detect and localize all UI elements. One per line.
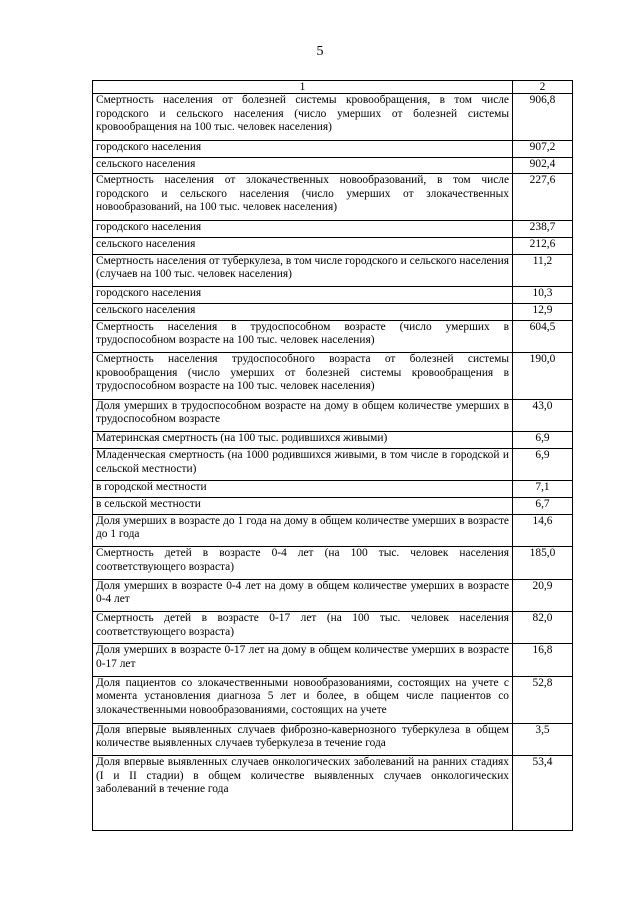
table-row	[93, 157, 573, 174]
table-row	[93, 353, 573, 400]
indicator-value: 82,0	[513, 612, 573, 644]
table-row	[93, 254, 573, 286]
indicator-name: сельского населения	[93, 157, 513, 174]
indicator-value: 190,0	[513, 353, 573, 400]
indicator-value: 16,8	[513, 644, 573, 676]
indicator-value: 14,6	[513, 514, 573, 546]
indicator-name: городского населения	[93, 287, 513, 304]
table-row	[93, 481, 573, 498]
indicator-value: 6,9	[513, 432, 573, 449]
indicator-name: Смертность населения в трудоспособном возрасте (число умерших в трудоспособном возрасте на 100 тыс. человек населения)	[93, 320, 513, 352]
indicator-name: городского населения	[93, 140, 513, 157]
indicator-value: 7,1	[513, 481, 573, 498]
table-row	[93, 399, 573, 431]
indicator-name: Доля умерших в возрасте 0-17 лет на дому в общем количестве умерших в возрасте 0-17 лет	[93, 644, 513, 676]
indicator-value: 3,5	[513, 723, 573, 755]
indicator-value: 907,2	[513, 140, 573, 157]
table-row	[93, 320, 573, 352]
indicator-value: 53,4	[513, 756, 573, 831]
indicator-value: 6,9	[513, 449, 573, 481]
indicator-value: 185,0	[513, 547, 573, 579]
table-row	[93, 94, 573, 141]
indicator-value: 212,6	[513, 238, 573, 255]
indicator-value: 11,2	[513, 254, 573, 286]
indicator-value: 6,7	[513, 498, 573, 515]
indicator-name: Младенческая смертность (на 1000 родившихся живыми, в том числе в городской и сельской местности)	[93, 449, 513, 481]
indicator-value: 12,9	[513, 303, 573, 320]
table-row	[93, 140, 573, 157]
table-header-row	[93, 81, 573, 94]
table-row	[93, 676, 573, 723]
indicator-name: сельского населения	[93, 238, 513, 255]
table-row	[93, 174, 573, 221]
indicator-value: 238,7	[513, 221, 573, 238]
table-row	[93, 644, 573, 676]
indicator-value: 52,8	[513, 676, 573, 723]
table-row	[93, 498, 573, 515]
indicator-name: сельского населения	[93, 303, 513, 320]
indicator-value: 43,0	[513, 399, 573, 431]
table-row	[93, 432, 573, 449]
indicator-name: Доля умерших в трудоспособном возрасте на дому в общем количестве умерших в трудоспособном возрасте	[93, 399, 513, 431]
indicator-value: 906,8	[513, 94, 573, 141]
table-row	[93, 303, 573, 320]
indicator-name: Смертность детей в возрасте 0-17 лет (на 100 тыс. человек населения соответствующего возраста)	[93, 612, 513, 644]
column-header-value: 2	[513, 81, 573, 94]
indicator-value: 10,3	[513, 287, 573, 304]
indicator-name: Смертность населения от туберкулеза, в том числе городского и сельского населения (случаев на 100 тыс. человек населения)	[93, 254, 513, 286]
table-row	[93, 612, 573, 644]
indicator-name: в сельской местности	[93, 498, 513, 515]
indicator-name: Доля умерших в возрасте до 1 года на дому в общем количестве умерших в возрасте до 1 года	[93, 514, 513, 546]
table-row	[93, 723, 573, 755]
indicator-name: Доля впервые выявленных случаев фиброзно-кавернозного туберкулеза в общем количестве выявленных случаев туберкулеза в течение года	[93, 723, 513, 755]
table-row	[93, 287, 573, 304]
indicator-name: Доля пациентов со злокачественными новообразованиями, состоящих на учете с момента установления диагноза 5 лет и более, в общем числе пациентов со злокачественными новообразованиями, состоящих на учете	[93, 676, 513, 723]
table-row	[93, 514, 573, 546]
indicator-name: в городской местности	[93, 481, 513, 498]
page-number: 5	[316, 44, 324, 59]
table-row	[93, 579, 573, 611]
table-row	[93, 756, 573, 831]
indicator-value: 902,4	[513, 157, 573, 174]
indicator-name: Смертность населения от болезней системы кровообращения, в том числе городского и сельского населения (число умерших от болезней системы кровообращения на 100 тыс. человек населения)	[93, 94, 513, 141]
indicator-name: Смертность населения от злокачественных новообразований, в том числе городского и сельского населения (число умерших от злокачественных новообразований, на 100 тыс. человек населения)	[93, 174, 513, 221]
table-row	[93, 449, 573, 481]
indicator-name: Смертность детей в возрасте 0-4 лет (на 100 тыс. человек населения соответствующего возраста)	[93, 547, 513, 579]
indicator-name: Доля впервые выявленных случаев онкологических заболеваний на ранних стадиях (I и II стадии) в общем количестве выявленных случаев онкологических заболеваний в течение года	[93, 756, 513, 831]
indicator-value: 20,9	[513, 579, 573, 611]
indicator-value: 604,5	[513, 320, 573, 352]
indicator-name: Смертность населения трудоспособного возраста от болезней системы кровообращения (число умерших от болезней системы кровообращения в трудоспособном возрасте на 100 тыс. человек населения)	[93, 353, 513, 400]
table-row	[93, 221, 573, 238]
indicators-table	[92, 80, 573, 831]
indicator-name: городского населения	[93, 221, 513, 238]
table-row	[93, 238, 573, 255]
indicator-name: Доля умерших в возрасте 0-4 лет на дому в общем количестве умерших в возрасте 0-4 лет	[93, 579, 513, 611]
table-row	[93, 547, 573, 579]
indicator-name: Материнская смертность (на 100 тыс. родившихся живыми)	[93, 432, 513, 449]
column-header-indicator: 1	[93, 81, 513, 94]
indicator-value: 227,6	[513, 174, 573, 221]
